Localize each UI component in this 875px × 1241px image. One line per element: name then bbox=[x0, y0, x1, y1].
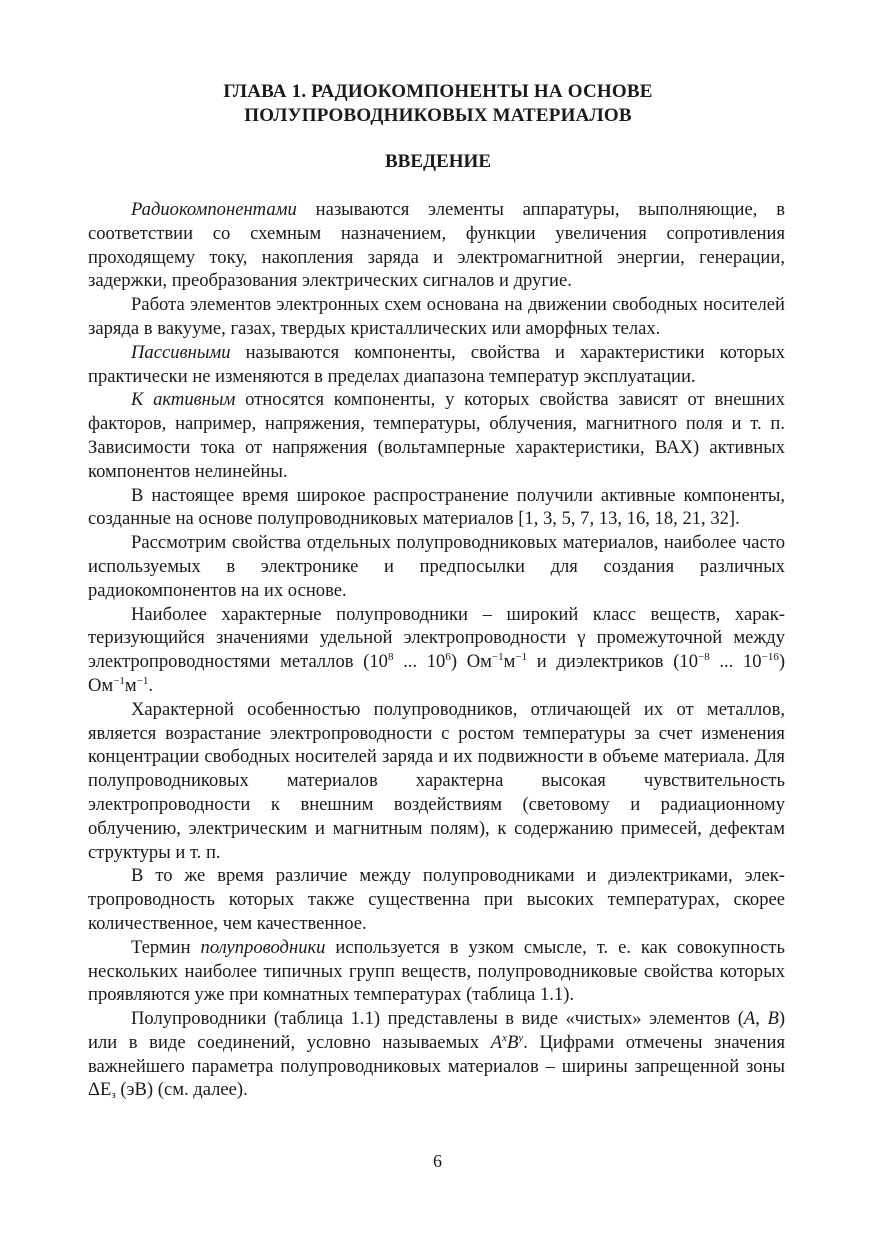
paragraph-text: Полупроводники (таблица 1.1) представлены в виде «чистых» элементов ( bbox=[131, 1008, 744, 1030]
exponent: −8 bbox=[698, 651, 710, 664]
paragraph-text: ) Ом bbox=[88, 651, 786, 696]
paragraph-1 bbox=[88, 198, 785, 293]
subscript: з bbox=[111, 1089, 116, 1102]
exponent: −1 bbox=[136, 674, 149, 687]
term-active: К активным bbox=[131, 389, 236, 411]
paragraph-text: называются элементы аппаратуры, выполняющие, в соответствии со схемным назначением, функции увеличения сопротивления проходящему току, накопления заряда и электромагнитной энергии, генерации, задержки, преобразования электрических сигналов и другие. bbox=[88, 199, 785, 292]
paragraph-11 bbox=[88, 1007, 785, 1102]
paragraph-3 bbox=[88, 341, 785, 389]
paragraph-text: . bbox=[148, 674, 154, 696]
term-radiocomponents: Радиокомпонентами bbox=[131, 199, 297, 220]
page-number: 6 bbox=[433, 1151, 442, 1171]
paragraph-text: ) или в виде соединений, условно называемых bbox=[88, 1008, 786, 1053]
paragraph-text: ... 10 bbox=[709, 651, 762, 673]
paragraph-text: м bbox=[503, 651, 516, 673]
exponent-y: y bbox=[518, 1031, 524, 1044]
symbol-a: A bbox=[490, 1031, 503, 1053]
exponent: −1 bbox=[113, 674, 125, 687]
chapter-title-line-1: ГЛАВА 1. РАДИОКОМПОНЕНТЫ НА ОСНОВЕ bbox=[223, 81, 653, 102]
paragraph-2: Работа элементов электронных схем основана на движении свободных носителей заряда в вакууме, газах, твердых кристаллических или аморфных телах. bbox=[88, 294, 785, 339]
paragraph-6: Рассмотрим свойства отдельных полупроводниковых материалов, наиболее часто используемых в электронике и предпосылки для создания различных радиокомпонентов на их основе. bbox=[88, 532, 785, 601]
paragraph-text: , bbox=[755, 1008, 768, 1030]
exponent: −1 bbox=[515, 651, 528, 664]
paragraph-text: (эВ) (см. далее). bbox=[115, 1079, 248, 1101]
paragraph-text: Термин bbox=[131, 936, 201, 958]
paragraph-text: и диэлектриков (10 bbox=[527, 651, 699, 673]
chapter-title-line-2: ПОЛУПРОВОДНИКОВЫХ МАТЕРИАЛОВ bbox=[244, 105, 632, 126]
symbol-b: B bbox=[506, 1031, 519, 1053]
paragraph-text: относятся компоненты, у которых свойства зависят от внешних факторов, например, напряжения, температуры, облучения, магнитного поля и т. п. Зависимости тока от напряжения (вольтамперные характеристики, ВАХ) активных компонентов нелинейны. bbox=[88, 389, 785, 482]
paragraph-text: используется в узком смысле, т. е. как совокупность нескольких наиболее типичных групп веществ, полупроводниковые свойства которых проявляются уже при комнатных температурах (таблица 1.1). bbox=[88, 936, 786, 1006]
paragraph-9: В то же время различие между полупроводниками и диэлектриками, электропроводность которых также существенна при высоких температурах, скорее количественное, чем качественное. bbox=[88, 865, 785, 934]
term-semiconductors: полупроводники bbox=[200, 936, 326, 958]
symbol-b: B bbox=[767, 1008, 779, 1030]
exponent: 8 bbox=[387, 651, 394, 664]
paragraph-5: В настоящее время широкое распространение получили активные компоненты, созданные на основе полупроводниковых материалов [1, 3, 5, 7, 13, 16, 18, 21, 32]. bbox=[88, 484, 785, 530]
exponent-x: x bbox=[502, 1031, 507, 1044]
body-text bbox=[88, 198, 785, 1102]
paragraph-text: м bbox=[124, 674, 137, 696]
term-passive: Пассивными bbox=[131, 341, 231, 363]
exponent: −1 bbox=[491, 651, 504, 664]
paragraph-text: Наиболее характерные полупроводники – широкий класс веществ, характеризующийся значениями удельной электропроводности γ промежуточной между электропроводностями металлов (10 bbox=[88, 603, 785, 673]
paragraph-text: называются компоненты, свойства и характеристики которых практически не изменяются в пределах диапазона температур эксплуатации. bbox=[88, 341, 785, 387]
paragraph-text: ) Ом bbox=[450, 651, 492, 673]
chapter-title bbox=[88, 80, 788, 128]
exponent: −16 bbox=[761, 651, 779, 664]
paragraph-10 bbox=[88, 936, 785, 1007]
symbol-a: A bbox=[743, 1008, 756, 1030]
paragraph-text: ... 10 bbox=[393, 651, 446, 673]
paragraph-8: Характерной особенностью полупроводников, отличающей их от металлов, является возрастание электропроводности с ростом температуры за счет изменения концентрации свободных носителей заряда и их подвижности в объеме материала. Для полупроводниковых материалов характерна высокая чувствительность электропроводности к внешним воздействиям (световому и радиационному облучению, электрическим и магнитным полям), к содержанию примесей, дефектам структуры и т. п. bbox=[88, 698, 785, 863]
paragraph-4 bbox=[88, 388, 785, 483]
exponent: 6 bbox=[445, 651, 451, 664]
section-title: ВВЕДЕНИЕ bbox=[385, 151, 491, 172]
paragraph-7 bbox=[88, 603, 785, 698]
paragraph-text: . Цифрами отмечены значения важнейшего параметра полупроводниковых материалов – ширины запрещенной зоны ΔE bbox=[88, 1031, 785, 1101]
